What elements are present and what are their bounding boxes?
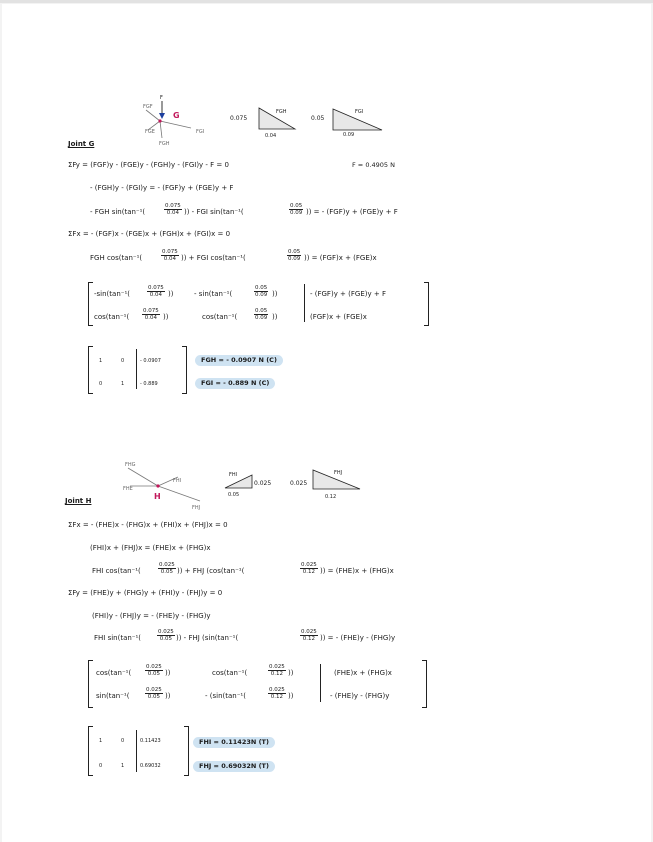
label-fgh: FGH bbox=[159, 141, 170, 147]
rref-h-d: 0 bbox=[99, 763, 103, 769]
rref-h-left-bracket bbox=[88, 726, 93, 776]
m-g-r1c3: - (FGF)y + (FGE)y + F bbox=[310, 290, 386, 298]
m-h-close-4: )) bbox=[288, 692, 294, 700]
frac-h-m4: $\frac{0.025}{0.12}$ bbox=[269, 687, 285, 700]
rref-h-b: 0 bbox=[121, 738, 125, 744]
tri1-width: 0.04 bbox=[265, 133, 277, 139]
tri1-label: FGH bbox=[276, 109, 287, 115]
rref-h-a: 1 bbox=[99, 738, 103, 744]
tri-h1-height: 0.025 bbox=[254, 480, 272, 487]
document-page bbox=[2, 4, 651, 842]
frac-g-05-a: $\frac{0.05}{0.09}$ bbox=[290, 203, 303, 216]
rref-g-left-bracket bbox=[88, 346, 93, 394]
m-g-close-3: )) bbox=[163, 313, 169, 321]
frac-h-025-b: $\frac{0.025}{0.05}$ bbox=[158, 629, 174, 642]
frac-g-m3: $\frac{0.075}{0.04}$ bbox=[143, 308, 159, 321]
eq-h-fy2: (FHI)y - (FHJ)y = - (FHE)y - (FHG)y bbox=[92, 612, 211, 620]
tri-h2-label: FHJ bbox=[334, 470, 343, 476]
rref-g-f: - 0.889 bbox=[140, 381, 158, 387]
answer-fgh: FGH = - 0.0907 N (C) bbox=[195, 355, 283, 366]
label-fgf: FGF bbox=[143, 104, 153, 110]
joint-g-title: Joint G bbox=[68, 140, 95, 148]
rref-h-divider bbox=[136, 730, 137, 772]
tri2-label: FGI bbox=[355, 109, 364, 115]
m-h-r2c1: sin(tan⁻¹( bbox=[96, 692, 130, 700]
tri-h2-width: 0.12 bbox=[325, 494, 337, 500]
m-h-r2c2: - (sin(tan⁻¹( bbox=[205, 692, 246, 700]
eq-g-fx2-b: )) + FGI cos(tan⁻¹( bbox=[181, 254, 246, 262]
frac-h-m3: $\frac{0.025}{0.05}$ bbox=[146, 687, 162, 700]
frac-g-075-b: $\frac{0.075}{0.04}$ bbox=[162, 249, 178, 262]
tri-h2-height: 0.025 bbox=[290, 480, 308, 487]
m-h-close-1: )) bbox=[165, 669, 171, 677]
rref-g-d: 0 bbox=[99, 381, 103, 387]
eq-h-fx3-c: )) = (FHE)x + (FHG)x bbox=[320, 567, 394, 575]
m-g-r2c3: (FGF)x + (FGE)x bbox=[310, 313, 367, 321]
eq-g-fx2-c: )) = (FGF)x + (FGE)x bbox=[304, 254, 377, 262]
m-h-close-3: )) bbox=[165, 692, 171, 700]
m-g-close-4: )) bbox=[272, 313, 278, 321]
label-fhj: FHJ bbox=[192, 505, 201, 511]
frac-h-025-a: $\frac{0.025}{0.05}$ bbox=[159, 562, 175, 575]
label-fgi: FGI bbox=[196, 129, 205, 135]
frac-g-m1: $\frac{0.075}{0.04}$ bbox=[148, 285, 164, 298]
rref-h-e: 1 bbox=[121, 763, 125, 769]
rref-g-a: 1 bbox=[99, 358, 103, 364]
frac-g-075-a: $\frac{0.075}{0.04}$ bbox=[165, 203, 181, 216]
eq-g-fx: ΣFx = - (FGF)x - (FGE)x + (FGH)x + (FGI)x = 0 bbox=[68, 230, 231, 238]
frac-g-m2: $\frac{0.05}{0.09}$ bbox=[255, 285, 268, 298]
label-f: F bbox=[160, 95, 163, 101]
label-fhe: FHE bbox=[123, 486, 133, 492]
frac-h-m2: $\frac{0.025}{0.12}$ bbox=[269, 664, 285, 677]
force-value: F = 0.4905 N bbox=[352, 161, 395, 169]
answer-fhj: FHJ = 0.69032N (T) bbox=[193, 761, 275, 772]
matrix-g-right-bracket bbox=[424, 282, 429, 326]
eq-g-fy3-c: )) = - (FGF)y + (FGE)y + F bbox=[306, 208, 398, 216]
rref-h-right-bracket bbox=[184, 726, 189, 776]
matrix-g-left-bracket bbox=[88, 282, 93, 326]
m-g-r2c2: cos(tan⁻¹( bbox=[202, 313, 238, 321]
frac-g-m4: $\frac{0.05}{0.09}$ bbox=[255, 308, 268, 321]
m-g-close-2: )) bbox=[272, 290, 278, 298]
joint-h-point-label: H bbox=[154, 492, 161, 501]
matrix-h-divider bbox=[320, 664, 321, 702]
m-h-r1c2: cos(tan⁻¹( bbox=[212, 669, 248, 677]
eq-g-fy3-a: - FGH sin(tan⁻¹( bbox=[90, 208, 146, 216]
answer-fgi: FGI = - 0.889 N (C) bbox=[195, 378, 275, 389]
m-g-r2c1: cos(tan⁻¹( bbox=[94, 313, 130, 321]
m-h-r1c3: (FHE)x + (FHG)x bbox=[334, 669, 392, 677]
frac-h-m1: $\frac{0.025}{0.05}$ bbox=[146, 664, 162, 677]
m-h-close-2: )) bbox=[288, 669, 294, 677]
matrix-g-divider bbox=[304, 284, 305, 322]
frac-h-012-a: $\frac{0.025}{0.12}$ bbox=[301, 562, 317, 575]
m-h-r1c1: cos(tan⁻¹( bbox=[96, 669, 132, 677]
eq-g-fx2-a: FGH cos(tan⁻¹( bbox=[90, 254, 143, 262]
eq-g-fy2: - (FGH)y - (FGI)y = - (FGF)y + (FGE)y + F bbox=[90, 184, 234, 192]
joint-h-title: Joint H bbox=[65, 497, 92, 505]
top-bar bbox=[0, 0, 653, 3]
rref-g-c: - 0.0907 bbox=[140, 358, 161, 364]
rref-g-divider bbox=[136, 349, 137, 389]
tri-h1-width: 0.05 bbox=[228, 492, 240, 498]
label-fhg: FHG bbox=[125, 462, 136, 468]
rref-h-c: 0.11423 bbox=[140, 738, 161, 744]
eq-h-fy3-c: )) = - (FHE)y - (FHG)y bbox=[320, 634, 396, 642]
tri1-height: 0.075 bbox=[230, 115, 248, 122]
m-g-r1c2: - sin(tan⁻¹( bbox=[194, 290, 233, 298]
rref-h-f: 0.69032 bbox=[140, 763, 161, 769]
m-g-r1c1: -sin(tan⁻¹( bbox=[94, 290, 130, 298]
tri2-width: 0.09 bbox=[343, 132, 355, 138]
rref-g-right-bracket bbox=[182, 346, 187, 394]
tri2-height: 0.05 bbox=[311, 115, 325, 122]
m-g-close-1: )) bbox=[168, 290, 174, 298]
eq-h-fx2: (FHI)x + (FHJ)x = (FHE)x + (FHG)x bbox=[90, 544, 211, 552]
label-fhi: FHI bbox=[173, 478, 182, 484]
eq-g-fy: ΣFy = (FGF)y - (FGE)y - (FGH)y - (FGI)y - F = 0 bbox=[68, 161, 229, 169]
joint-g-point-label: G bbox=[173, 111, 180, 120]
tri-h1-label: FHI bbox=[229, 472, 238, 478]
rref-g-e: 1 bbox=[121, 381, 125, 387]
frac-g-05-b: $\frac{0.05}{0.09}$ bbox=[288, 249, 301, 262]
rref-g-b: 0 bbox=[121, 358, 125, 364]
eq-g-fy3-b: )) - FGI sin(tan⁻¹( bbox=[184, 208, 244, 216]
eq-h-fy: ΣFy = (FHE)y + (FHG)y + (FHI)y - (FHJ)y = 0 bbox=[68, 589, 223, 597]
label-fge: FGE bbox=[145, 129, 155, 135]
matrix-h-right-bracket bbox=[422, 660, 427, 708]
m-h-r2c3: - (FHE)y - (FHG)y bbox=[330, 692, 390, 700]
eq-h-fy3-a: FHI sin(tan⁻¹( bbox=[94, 634, 142, 642]
answer-fhi: FHI = 0.11423N (T) bbox=[193, 737, 275, 748]
eq-h-fy3-b: )) - FHJ (sin(tan⁻¹( bbox=[176, 634, 239, 642]
frac-h-012-b: $\frac{0.025}{0.12}$ bbox=[301, 629, 317, 642]
eq-h-fx: ΣFx = - (FHE)x - (FHG)x + (FHI)x + (FHJ)x = 0 bbox=[68, 521, 228, 529]
matrix-h-left-bracket bbox=[88, 660, 93, 708]
eq-h-fx3-a: FHI cos(tan⁻¹( bbox=[92, 567, 141, 575]
eq-h-fx3-b: )) + FHJ (cos(tan⁻¹( bbox=[177, 567, 245, 575]
